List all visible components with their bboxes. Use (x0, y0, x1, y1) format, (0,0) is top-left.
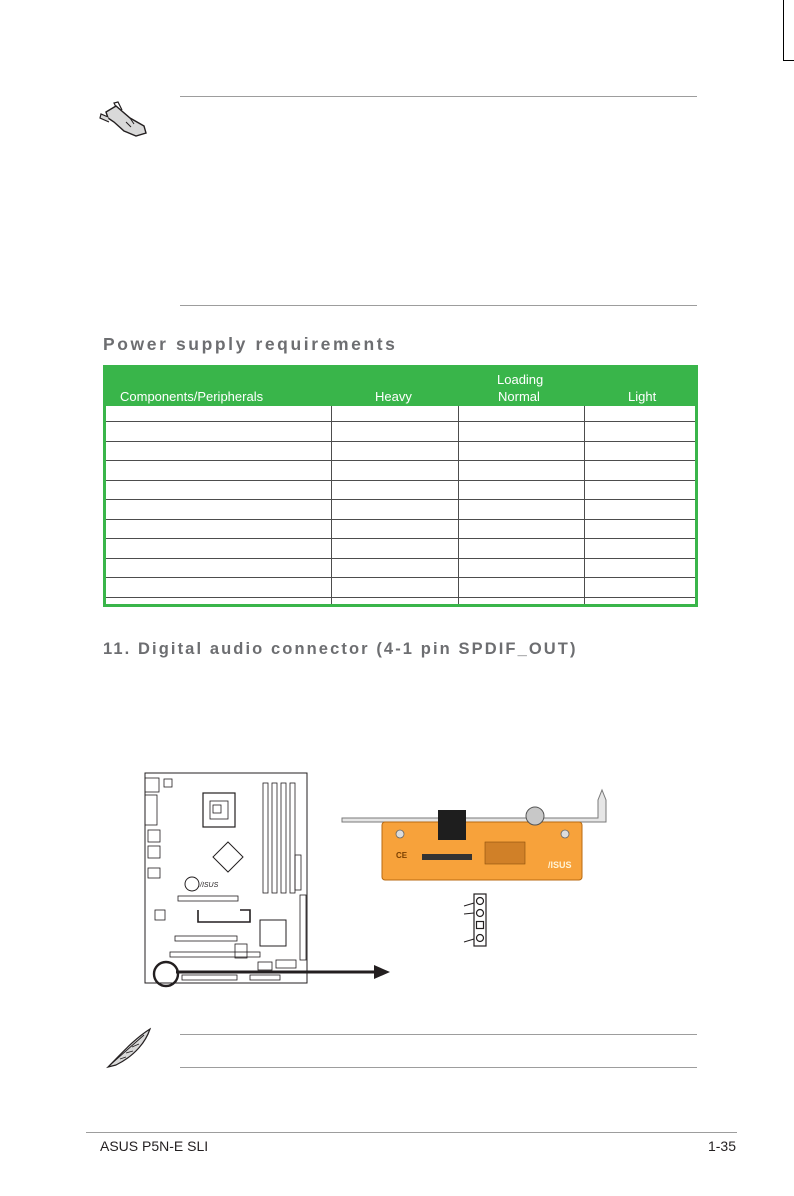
header-components: Components/Peripherals (120, 389, 264, 404)
header-heavy: Heavy (375, 389, 412, 404)
column-divider (458, 406, 459, 604)
table-row (106, 597, 695, 598)
pin-header-illustration (460, 892, 496, 952)
spdif-module-illustration (340, 786, 620, 886)
svg-text:/ISUS: /ISUS (200, 882, 219, 889)
table-row (106, 499, 695, 500)
power-supply-heading: Power supply requirements (103, 334, 398, 354)
quill-icon (104, 1025, 154, 1071)
spdif-heading: 11. Digital audio connector (4-1 pin SPDIF_OUT) (103, 640, 578, 658)
note-bottom-rule (180, 1067, 697, 1068)
column-divider (584, 406, 585, 604)
caution-top-rule (180, 96, 697, 97)
svg-text:/ISUS: /ISUS (548, 860, 572, 870)
table-row (106, 441, 695, 442)
crop-mark-vertical (783, 0, 784, 61)
table-row (106, 480, 695, 481)
footer-page-number: 1-35 (707, 1138, 736, 1154)
header-loading: Loading (497, 372, 544, 387)
note-top-rule (180, 1034, 697, 1035)
table-body (106, 406, 695, 604)
caution-bottom-rule (180, 305, 697, 306)
footer-rule (86, 1132, 737, 1133)
header-normal: Normal (498, 389, 540, 404)
table-row (106, 538, 695, 539)
header-light: Light (628, 389, 657, 404)
table-row (106, 577, 695, 578)
power-supply-table (103, 365, 698, 607)
hand-icon (96, 100, 152, 140)
table-row (106, 460, 695, 461)
table-row (106, 558, 695, 559)
table-row (106, 421, 695, 422)
column-divider (331, 406, 332, 604)
crop-mark-horizontal (783, 60, 794, 61)
table-row (106, 519, 695, 520)
svg-text:CE: CE (396, 851, 408, 860)
footer-product-name: ASUS P5N-E SLI (100, 1138, 209, 1154)
